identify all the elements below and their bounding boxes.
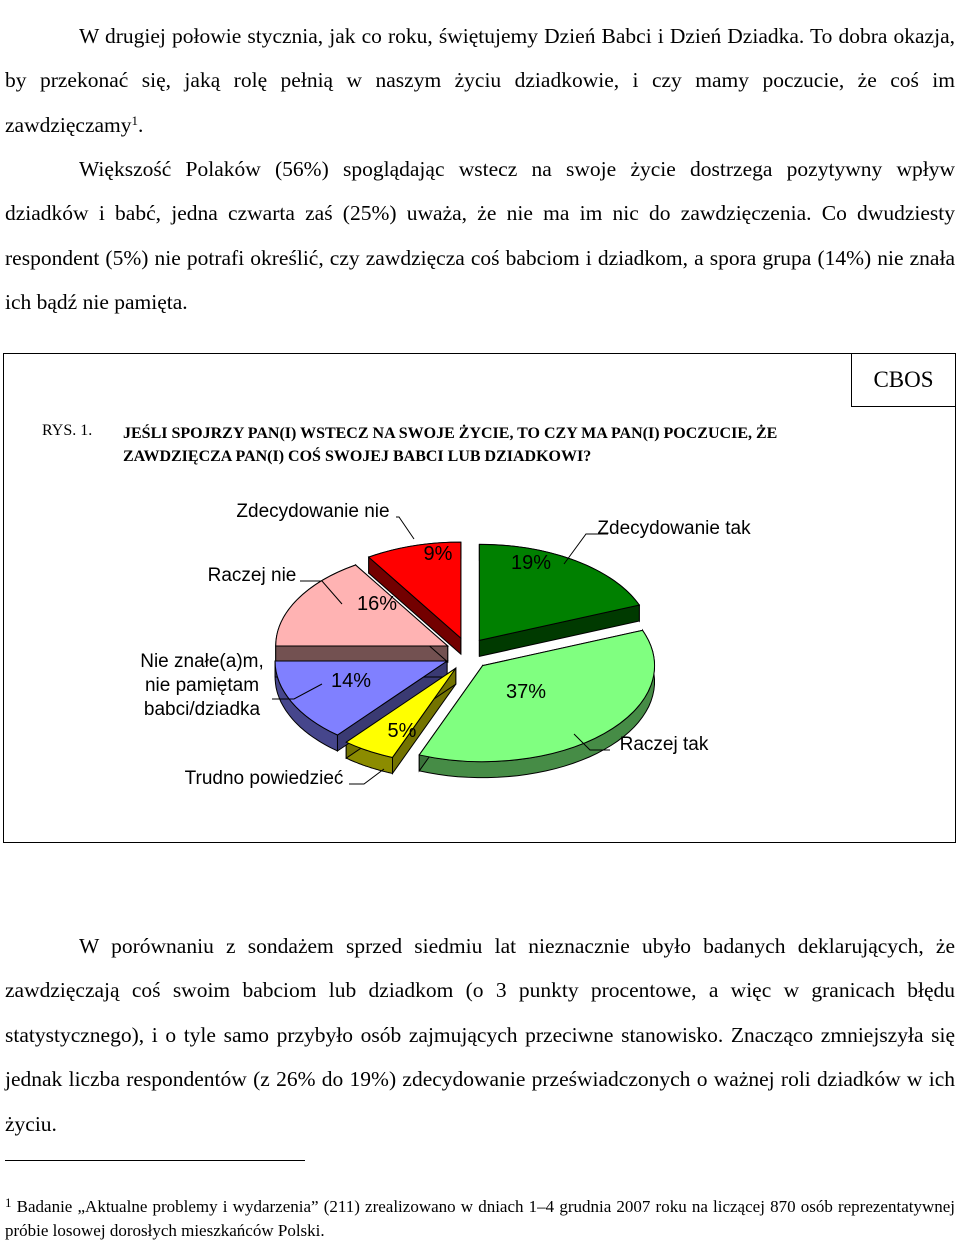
pie-category-label: Trudno powiedzieć (184, 768, 344, 789)
pie-category-label: Zdecydowanie nie (236, 501, 390, 522)
footnote-text: Badanie „Aktualne problemy i wydarzenia” (211) zrealizowano w dniach 1–4 grudnia 2007 roku na liczącej 870 osób reprezentatywnej próbie losowej dorosłych mieszkańców Polski. (5, 1197, 956, 1240)
figure-frame (3, 353, 956, 843)
figure-number: RYS. 1. (42, 422, 93, 439)
pie-leader-line (349, 769, 384, 784)
pie-value-label: 19% (510, 552, 552, 574)
intro-paragraph-end: . (138, 112, 144, 137)
pie-value-label: 16% (356, 593, 398, 615)
pie-value-label: 37% (505, 681, 547, 703)
pie-slices (275, 542, 654, 777)
pie-value-label: 5% (387, 720, 417, 742)
comparison-paragraph: W porównaniu z sondażem sprzed siedmiu lat nieznacznie ubyło badanych deklarujących, że zawdzięczają coś swoim babciom lub dziadkom (o 3 punkty procentowe, a więc w granicach błędu statystycznego), i o tyle samo przybyło osób zajmujących przeciwne stanowisko. Znacząco zmniejszyła się jednak liczba respondentów (z 26% do 19%) zdecydowanie przeświadczonych o ważnej roli dziadków w ich życiu. (5, 933, 955, 1136)
pie-slice-wall (276, 646, 448, 662)
intro-paragraph-text: W drugiej połowie stycznia, jak co roku, świętujemy Dzień Babci i Dzień Dziadka. To dobra okazja, by przekonać się, jaką rolę pełnią w naszym życiu dziadkowie, i czy mamy poczucie, że coś im zawdzięczamy (5, 23, 955, 137)
footnote-reference: 1 (131, 112, 139, 128)
pie-category-label: Zdecydowanie tak (597, 518, 751, 539)
pie-chart (4, 354, 957, 844)
pie-category-label: Nie znałe(a)m, nie pamiętam babci/dziadka (140, 651, 264, 720)
footnote-divider (5, 1160, 305, 1161)
results-paragraph: Większość Polaków (56%) spoglądając wstecz na swoje życie dostrzega pozytywny wpływ dziadków i babć, jedna czwarta zaś (25%) uważa, że nie ma im nic do zawdzięczenia. Co dwudziesty respondent (5%) nie potrafi określić, czy zawdzięcza coś babciom i dziadkom, a spora grupa (14%) nie znała ich bądź nie pamięta. (5, 156, 955, 314)
pie-leader-line (396, 517, 414, 539)
pie-category-label: Raczej nie (207, 565, 297, 586)
figure-title: JEŚLI SPOJRZY PAN(I) WSTECZ NA SWOJE ŻYCIE, TO CZY MA PAN(I) POCZUCIE, ŻE ZAWDZIĘCZA PAN(I) COŚ SWOJEJ BABCI LUB DZIADKOWI? (123, 425, 778, 465)
footnote (5, 1195, 955, 1243)
pie-value-label: 14% (330, 670, 372, 692)
footnote-number: 1 (5, 1195, 12, 1210)
pie-value-label: 9% (423, 543, 453, 565)
intro-paragraph (5, 14, 955, 148)
pie-category-label: Raczej tak (619, 734, 709, 755)
source-label: CBOS (851, 353, 956, 407)
